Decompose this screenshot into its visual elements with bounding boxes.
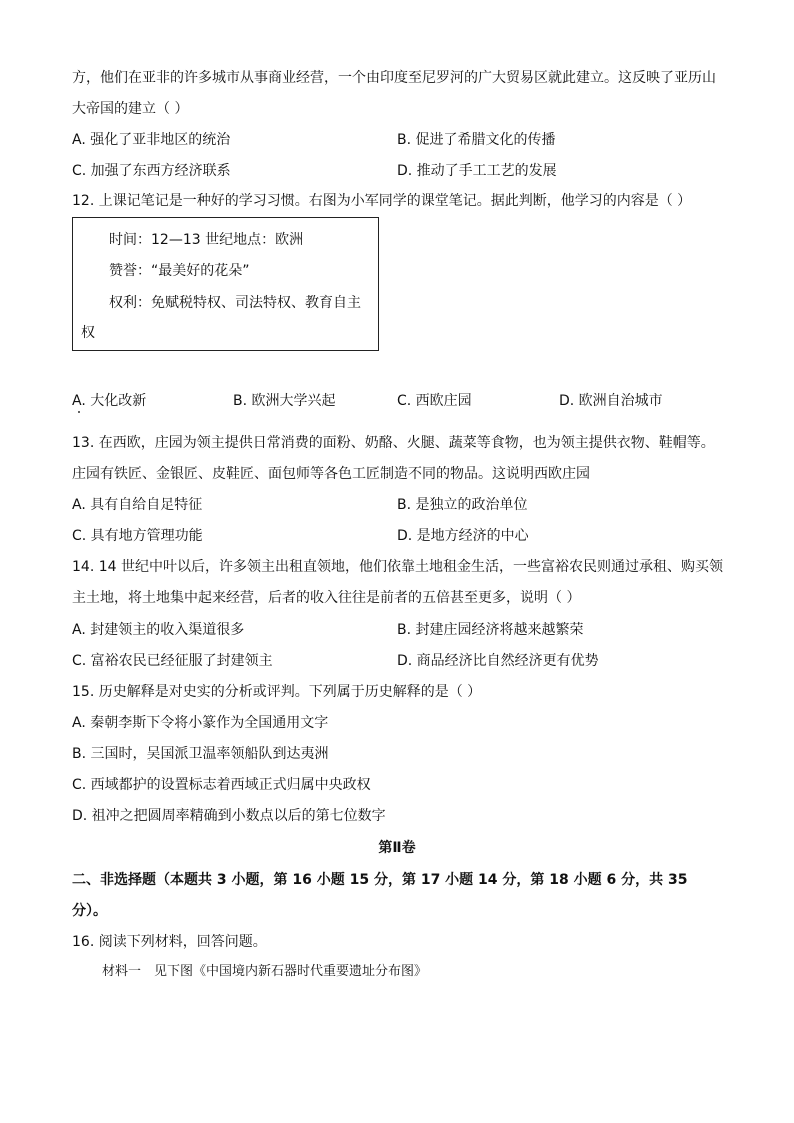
- q13-stem-line2: 庄园有铁匠、金银匠、皮鞋匠、面包师等各色工匠制造不同的物品。这说明西欧庄园: [72, 466, 590, 482]
- q13-option-d: D. 是地方经济的中心: [397, 528, 529, 544]
- q12-option-b: B. 欧洲大学兴起: [233, 393, 336, 409]
- q14-option-c: C. 富裕农民已经征服了封建领主: [72, 653, 273, 669]
- q13-option-c: C. 具有地方管理功能: [72, 528, 203, 544]
- q13-stem-line1: 13. 在西欧，庄园为领主提供日常消费的面粉、奶酪、火腿、蔬菜等食物，也为领主提供衣物、鞋帽等。: [72, 435, 715, 451]
- q11-option-d: D. 推动了手工工艺的发展: [397, 163, 557, 179]
- q12-option-d: D. 欧洲自治城市: [559, 393, 663, 409]
- q15-option-c: C. 西域都护的设置标志着西域正式归属中央政权: [72, 777, 371, 793]
- note-time-place: 时间：12—13 世纪地点：欧洲: [109, 232, 304, 248]
- q14-stem-line1: 14. 14 世纪中叶以后，许多领主出租直领地，他们依靠土地租金生活，一些富裕农民则通过承租、购买领: [72, 559, 723, 575]
- part2-heading-line2: 分）。: [72, 903, 107, 919]
- q12-option-c: C. 西欧庄园: [397, 393, 472, 409]
- q16-material1: 材料一 见下图《中国境内新石器时代重要遗址分布图》: [102, 964, 428, 979]
- part2-title: 第Ⅱ卷: [378, 840, 416, 856]
- note-rights-line1: 权利：免赋税特权、司法特权、教育自主: [109, 295, 361, 311]
- q16-stem: 16. 阅读下列材料，回答问题。: [72, 934, 267, 950]
- q14-option-a: A. 封建领主的收入渠道很多: [72, 622, 245, 638]
- class-note-box: [72, 217, 379, 351]
- q12-option-a: A. 大化改新: [72, 393, 147, 409]
- note-rights-line2: 权: [81, 325, 95, 341]
- q11-option-a: A. 强化了亚非地区的统治: [72, 132, 231, 148]
- q13-option-a: A. 具有自给自足特征: [72, 497, 203, 513]
- q15-option-d: D. 祖冲之把圆周率精确到小数点以后的第七位数字: [72, 808, 386, 824]
- q15-option-b: B. 三国时，吴国派卫温率领船队到达夷洲: [72, 746, 329, 762]
- q11-option-b: B. 促进了希腊文化的传播: [397, 132, 556, 148]
- note-praise: 赞誉：“最美好的花朵”: [109, 263, 250, 279]
- q13-option-b: B. 是独立的政治单位: [397, 497, 528, 513]
- q14-stem-line2: 主土地，将土地集中起来经营，后者的收入往往是前者的五倍甚至更多，说明（ ）: [72, 590, 581, 606]
- q12-stem: 12. 上课记笔记是一种好的学习习惯。右图为小军同学的课堂笔记。据此判断，他学习的内容是（ ）: [72, 193, 692, 209]
- q11-stem-line1: 方，他们在亚非的许多城市从事商业经营，一个由印度至尼罗河的广大贸易区就此建立。这反映了亚历山: [72, 70, 716, 86]
- q15-stem: 15. 历史解释是对史实的分析或评判。下列属于历史解释的是（ ）: [72, 684, 482, 700]
- q14-option-b: B. 封建庄园经济将越来越繁荣: [397, 622, 584, 638]
- q14-option-d: D. 商品经济比自然经济更有优势: [397, 653, 599, 669]
- q15-option-a: A. 秦朝李斯下令将小篆作为全国通用文字: [72, 715, 329, 731]
- stray-dot: [78, 411, 80, 413]
- q11-option-c: C. 加强了东西方经济联系: [72, 163, 231, 179]
- q11-stem-line2: 大帝国的建立（ ）: [72, 101, 189, 117]
- part2-heading-line1: 二、非选择题（本题共 3 小题，第 16 小题 15 分，第 17 小题 14 分，第 18 小题 6 分，共 35: [72, 872, 688, 888]
